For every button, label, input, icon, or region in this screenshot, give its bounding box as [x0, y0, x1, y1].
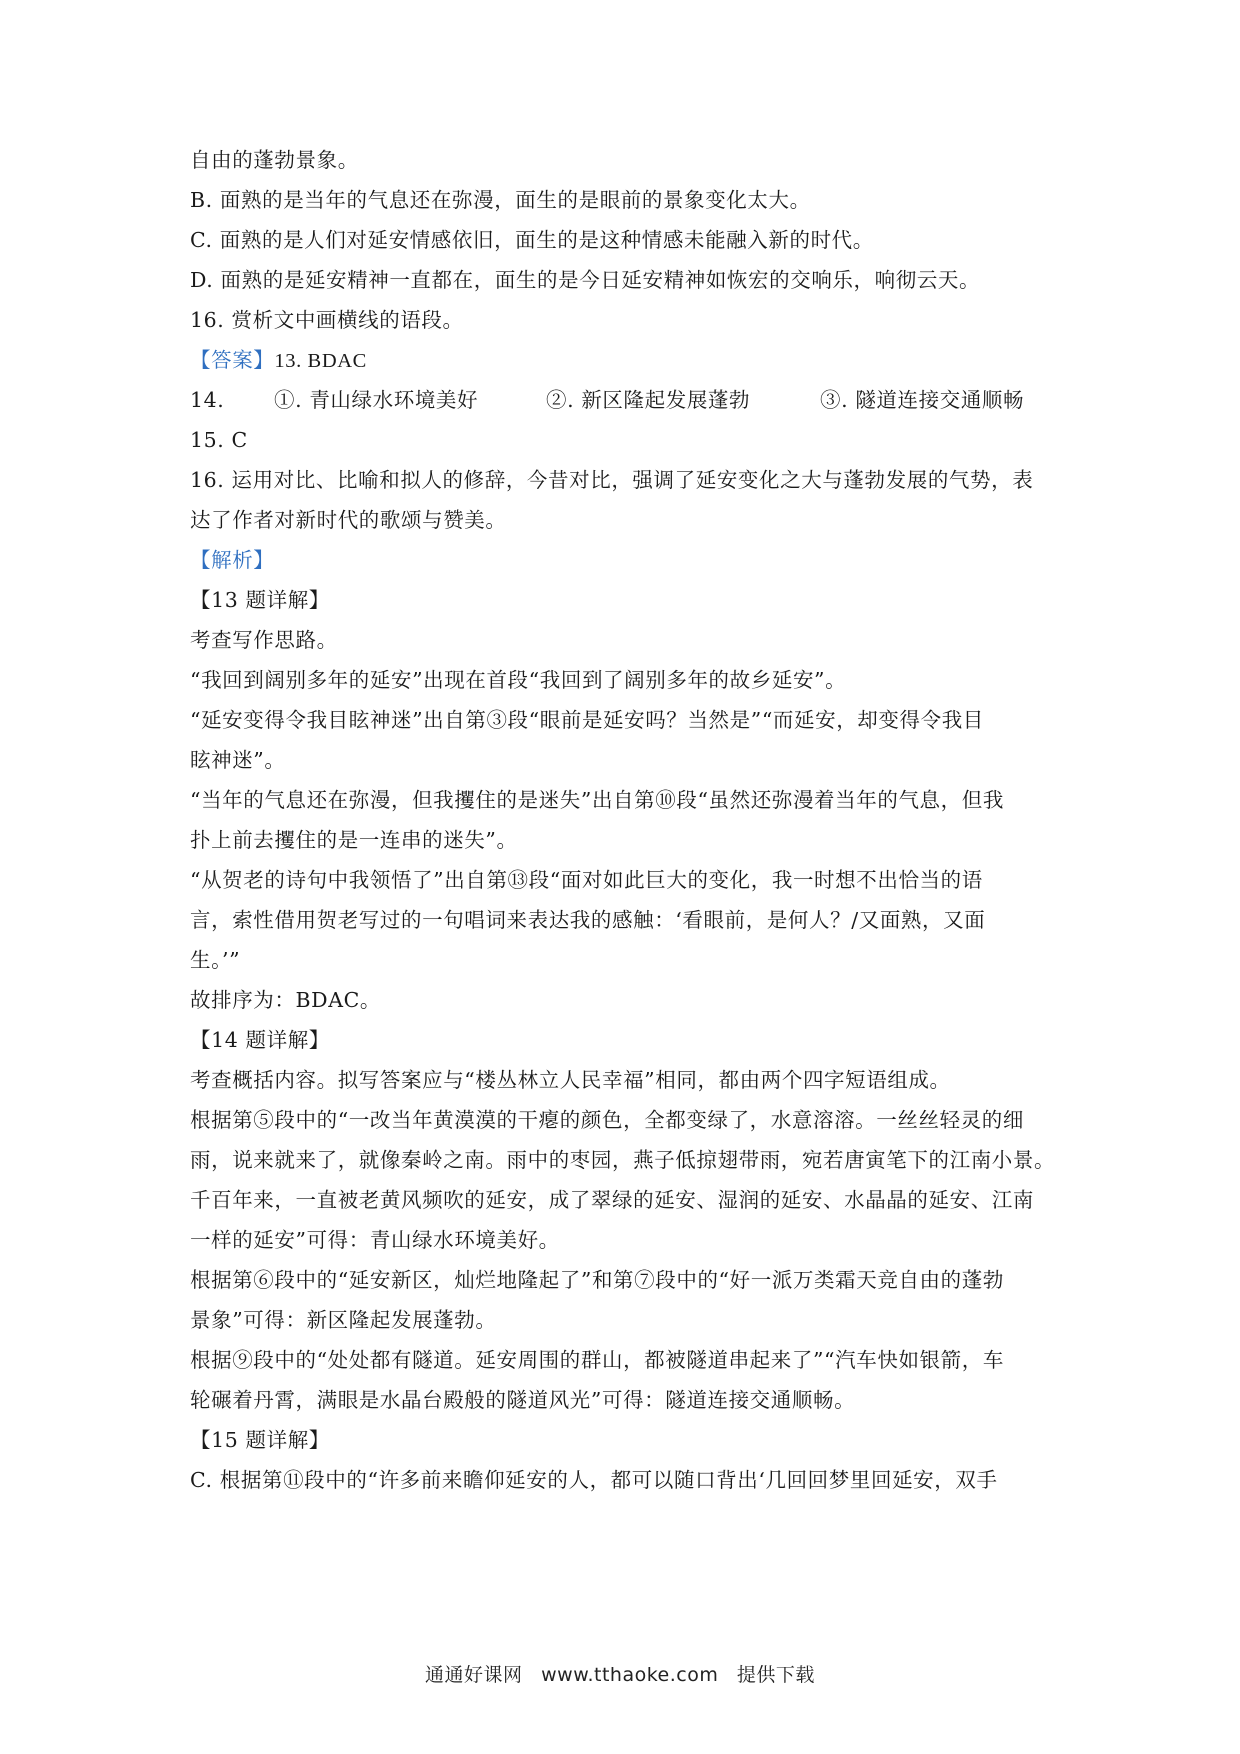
analysis-label: 【解析】 [190, 548, 275, 572]
text-line: 言，索性借用贺老写过的一句唱词来表达我的感触：‘看眼前，是何人？/又面熟，又面 [190, 908, 986, 932]
answer-14-item-1: ①. 青山绿水环境美好 [274, 388, 479, 412]
text-line: C. 根据第⑪段中的“许多前来瞻仰延安的人，都可以随口背出‘几回回梦里回延安，双手 [190, 1468, 998, 1492]
answer-14-number: 14. [190, 388, 225, 412]
text-line: 千百年来，一直被老黄风频吹的延安，成了翠绿的延安、湿润的延安、水晶晶的延安、江南 [190, 1188, 1034, 1212]
answer-13: 13. BDAC [274, 350, 367, 372]
answer-14 [190, 388, 1070, 412]
answer-16: 16. 运用对比、比喻和拟人的修辞，今昔对比，强调了延安变化之大与蓬勃发展的气势，表 [190, 468, 1034, 492]
option-c: C. 面熟的是人们对延安情感依旧，面生的是这种情感未能融入新的时代。 [190, 228, 874, 252]
text-line: 考查写作思路。 [190, 628, 338, 652]
answer-label: 【答案】 [190, 348, 275, 372]
answer-15: 15. C [190, 428, 248, 452]
page-footer [0, 1660, 1240, 1687]
text-line: 根据第⑥段中的“延安新区，灿烂地隆起了”和第⑦段中的“好一派万类霜天竞自由的蓬勃 [190, 1268, 1004, 1292]
text-line: 根据第⑤段中的“一改当年黄漠漠的干瘪的颜色，全都变绿了，水意溶溶。一丝丝轻灵的细 [190, 1108, 1024, 1132]
text-line: 眩神迷”。 [190, 748, 286, 772]
text-line: “我回到阔别多年的延安”出现在首段“我回到了阔别多年的故乡延安”。 [190, 668, 847, 692]
answer-14-item-2: ②. 新区隆起发展蓬勃 [546, 388, 751, 412]
text-line: 扑上前去攫住的是一连串的迷失”。 [190, 828, 518, 852]
text-line: 自由的蓬勃景象。 [190, 148, 359, 172]
footer-site-name: 通通好课网 [425, 1664, 523, 1686]
text-line: 考查概括内容。拟写答案应与“楼丛林立人民幸福”相同，都由两个四字短语组成。 [190, 1068, 951, 1092]
footer-url[interactable]: www.tthaoke.com [541, 1664, 719, 1686]
text-line: 根据⑨段中的“处处都有隧道。延安周围的群山，都被隧道串起来了”“汽车快如银箭，车 [190, 1348, 1004, 1372]
text-line: 轮碾着丹霄，满眼是水晶台殿般的隧道风光”可得：隧道连接交通顺畅。 [190, 1388, 856, 1412]
answer-16-cont: 达了作者对新时代的歌颂与赞美。 [190, 508, 507, 532]
text-line: 生。’” [190, 948, 241, 972]
section-heading-15: 【15 题详解】 [190, 1428, 330, 1452]
option-d: D. 面熟的是延安精神一直都在，面生的是今日延安精神如恢宏的交响乐，响彻云天。 [190, 268, 981, 292]
option-b: B. 面熟的是当年的气息还在弥漫，面生的是眼前的景象变化太大。 [190, 188, 811, 212]
text-line: 雨，说来就来了，就像秦岭之南。雨中的枣园，燕子低掠翅带雨，宛若唐寅笔下的江南小景。 [190, 1148, 1056, 1172]
footer-note: 提供下载 [736, 1664, 815, 1686]
answer-14-item-3: ③. 隧道连接交通顺畅 [820, 388, 1025, 412]
text-line: “延安变得令我目眩神迷”出自第③段“眼前是延安吗？当然是”“而延安，却变得令我目 [190, 708, 984, 732]
section-heading-14: 【14 题详解】 [190, 1028, 330, 1052]
text-line: “从贺老的诗句中我领悟了”出自第⑬段“面对如此巨大的变化，我一时想不出恰当的语 [190, 868, 983, 892]
text-line: 故排序为：BDAC。 [190, 988, 381, 1012]
text-line: 景象”可得：新区隆起发展蓬勃。 [190, 1308, 497, 1332]
answer-line [190, 348, 1070, 373]
text-line: 一样的延安”可得：青山绿水环境美好。 [190, 1228, 560, 1252]
question-16: 16. 赏析文中画横线的语段。 [190, 308, 464, 332]
text-line: “当年的气息还在弥漫，但我攫住的是迷失”出自第⑩段“虽然还弥漫着当年的气息，但我 [190, 788, 1004, 812]
section-heading-13: 【13 题详解】 [190, 588, 330, 612]
